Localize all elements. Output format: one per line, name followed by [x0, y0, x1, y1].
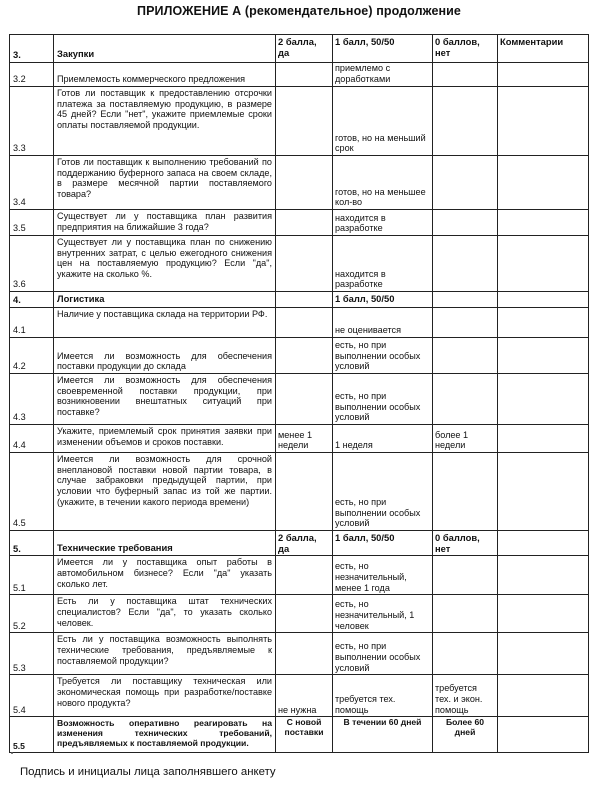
row-number: 5.2	[10, 595, 54, 633]
row-answer-1: находится в разработке	[333, 210, 433, 236]
row-question: Готов ли поставщик к выполнению требований по поддержанию буферного запаса на своем складе, в размере месячной партии поставляемого товара?	[54, 156, 276, 210]
row-answer-2	[276, 453, 333, 531]
col-2-points-header: 2 балла, да	[276, 35, 333, 63]
row-answer-0: требуется тех. и экон. помощь	[433, 675, 498, 717]
row-answer-0	[433, 556, 498, 595]
table-row	[10, 717, 589, 753]
section-number: 5.	[10, 531, 54, 556]
row-answer-2	[276, 374, 333, 425]
table-row	[10, 338, 589, 374]
row-answer-0: более 1 недели	[433, 425, 498, 453]
row-question: Имеется ли возможность для обеспечения своевременной поставки продукции, при возникновении внештатных ситуаций при поставке?	[54, 374, 276, 425]
row-answer-0	[433, 374, 498, 425]
section-number: 4.	[10, 292, 54, 308]
row-answer-1: есть, но при выполнении особых условий	[333, 453, 433, 531]
row-number: 3.4	[10, 156, 54, 210]
comments-header	[498, 531, 589, 556]
row-question: Существует ли у поставщика план развития предприятия на ближайшие 3 года?	[54, 210, 276, 236]
row-comment	[498, 156, 589, 210]
row-answer-2	[276, 87, 333, 156]
row-answer-0	[433, 156, 498, 210]
table-row	[10, 87, 589, 156]
row-number: 3.2	[10, 63, 54, 87]
row-answer-0	[433, 308, 498, 338]
row-answer-0	[433, 210, 498, 236]
row-question: Есть ли у поставщика штат технических специалистов? Если "да", то указать сколько человек.	[54, 595, 276, 633]
row-number: 4.5	[10, 453, 54, 531]
row-answer-1: есть, но незначительный, менее 1 года	[333, 556, 433, 595]
row-number: 5.3	[10, 633, 54, 675]
section-title: Технические требования	[54, 531, 276, 556]
row-answer-1: готов, но на меньшее кол-во	[333, 156, 433, 210]
section-title: Закупки	[54, 35, 276, 63]
row-question: Приемлемость коммерческого предложения	[54, 63, 276, 87]
row-answer-2: не нужна	[276, 675, 333, 717]
scan-speck	[11, 752, 13, 754]
row-number: 3.3	[10, 87, 54, 156]
col-2-points-header: 2 балла, да	[276, 531, 333, 556]
table-row	[10, 633, 589, 675]
section-4-header	[10, 292, 589, 308]
row-answer-2	[276, 556, 333, 595]
comments-header	[498, 292, 589, 308]
row-question: Имеется ли у поставщика опыт работы в автомобильном бизнесе? Если "да" указать сколько лет.	[54, 556, 276, 595]
row-answer-2	[276, 63, 333, 87]
row-question: Есть ли у поставщика возможность выполнять технические требования, предъявляемые к поставляемой продукции?	[54, 633, 276, 675]
table-row	[10, 425, 589, 453]
row-comment	[498, 338, 589, 374]
section-title: Логистика	[54, 292, 276, 308]
row-answer-2	[276, 338, 333, 374]
table-row	[10, 595, 589, 633]
page-title: ПРИЛОЖЕНИЕ А (рекомендательное) продолжение	[136, 4, 461, 18]
row-answer-2	[276, 633, 333, 675]
comments-header: Комментарии	[498, 35, 589, 63]
table-row	[10, 210, 589, 236]
row-question: Укажите, приемлемый срок принятия заявки при изменении объемов и сроков поставки.	[54, 425, 276, 453]
row-answer-2	[276, 210, 333, 236]
row-answer-1: В течении 60 дней	[333, 717, 433, 753]
row-answer-0	[433, 338, 498, 374]
row-answer-1: находится в разработке	[333, 236, 433, 292]
col-1-point-header: 1 балл, 50/50	[333, 35, 433, 63]
row-answer-0	[433, 236, 498, 292]
row-answer-2: менее 1 недели	[276, 425, 333, 453]
row-number: 3.5	[10, 210, 54, 236]
row-number: 5.5	[10, 717, 54, 753]
row-answer-0: Более 60 дней	[433, 717, 498, 753]
row-number: 3.6	[10, 236, 54, 292]
section-3-header	[10, 35, 589, 63]
table-row	[10, 453, 589, 531]
row-answer-0	[433, 63, 498, 87]
col-0-points-header	[433, 292, 498, 308]
row-answer-0	[433, 87, 498, 156]
table-row	[10, 675, 589, 717]
row-comment	[498, 374, 589, 425]
row-number: 5.4	[10, 675, 54, 717]
row-answer-1: есть, но незначительный, 1 человек	[333, 595, 433, 633]
col-0-points-header: 0 баллов, нет	[433, 35, 498, 63]
row-question: Готов ли поставщик к предоставлению отсрочки платежа за поставляемую продукцию, в размере 45 дней? Если "нет", укажите приемлемые сроки оплаты поставляемой продукции.	[54, 87, 276, 156]
row-comment	[498, 87, 589, 156]
row-answer-0	[433, 633, 498, 675]
questionnaire-table	[9, 34, 589, 753]
col-1-point-header: 1 балл, 50/50	[333, 531, 433, 556]
row-answer-1: готов, но на меньший срок	[333, 87, 433, 156]
row-answer-2: С новой поставки	[276, 717, 333, 753]
table-row	[10, 63, 589, 87]
row-number: 4.3	[10, 374, 54, 425]
row-question: Наличие у поставщика склада на территории РФ.	[54, 308, 276, 338]
row-comment	[498, 63, 589, 87]
signature-line: Подпись и инициалы лица заполнявшего анкету	[20, 766, 276, 778]
row-comment	[498, 633, 589, 675]
row-comment	[498, 717, 589, 753]
row-question: Имеется ли возможность для срочной внеплановой поставки новой партии товара, в случае забраковки предыдущей партии, при условии что буферный запас из той же партии. (укажите, в течении какого периода времени)	[54, 453, 276, 531]
row-number: 5.1	[10, 556, 54, 595]
row-answer-1: требуется тех. помощь	[333, 675, 433, 717]
row-comment	[498, 210, 589, 236]
row-comment	[498, 556, 589, 595]
table-row	[10, 236, 589, 292]
row-number: 4.2	[10, 338, 54, 374]
row-comment	[498, 453, 589, 531]
row-question: Требуется ли поставщику техническая или экономическая помощь при разработке/поставке нового продукта?	[54, 675, 276, 717]
row-answer-0	[433, 453, 498, 531]
row-comment	[498, 425, 589, 453]
row-question: Существует ли у поставщика план по снижению внутренних затрат, с целью ежегодного снижения цен на поставляемую продукцию? Если "да", укажите на сколько %.	[54, 236, 276, 292]
col-0-points-header: 0 баллов, нет	[433, 531, 498, 556]
row-question: Возможность оперативно реагировать на изменения технических требований, предъявляемых к поставляемой продукции.	[54, 717, 276, 753]
row-comment	[498, 308, 589, 338]
row-answer-1: есть, но при выполнении особых условий	[333, 374, 433, 425]
row-answer-2	[276, 595, 333, 633]
row-number: 4.1	[10, 308, 54, 338]
table-row	[10, 156, 589, 210]
col-2-points-header	[276, 292, 333, 308]
table-row	[10, 374, 589, 425]
col-1-point-header: 1 балл, 50/50	[333, 292, 433, 308]
row-comment	[498, 236, 589, 292]
row-answer-1: не оценивается	[333, 308, 433, 338]
row-answer-1: есть, но при выполнении особых условий	[333, 338, 433, 374]
row-answer-0	[433, 595, 498, 633]
section-number: 3.	[10, 35, 54, 63]
row-answer-1: есть, но при выполнении особых условий	[333, 633, 433, 675]
row-comment	[498, 675, 589, 717]
row-answer-2	[276, 308, 333, 338]
row-answer-1: приемлемо с доработками	[333, 63, 433, 87]
table-row	[10, 308, 589, 338]
row-answer-2	[276, 156, 333, 210]
section-5-header	[10, 531, 589, 556]
row-question: Имеется ли возможность для обеспечения поставки продукции до склада	[54, 338, 276, 374]
table-row	[10, 556, 589, 595]
row-comment	[498, 595, 589, 633]
row-answer-1: 1 неделя	[333, 425, 433, 453]
row-number: 4.4	[10, 425, 54, 453]
row-answer-2	[276, 236, 333, 292]
